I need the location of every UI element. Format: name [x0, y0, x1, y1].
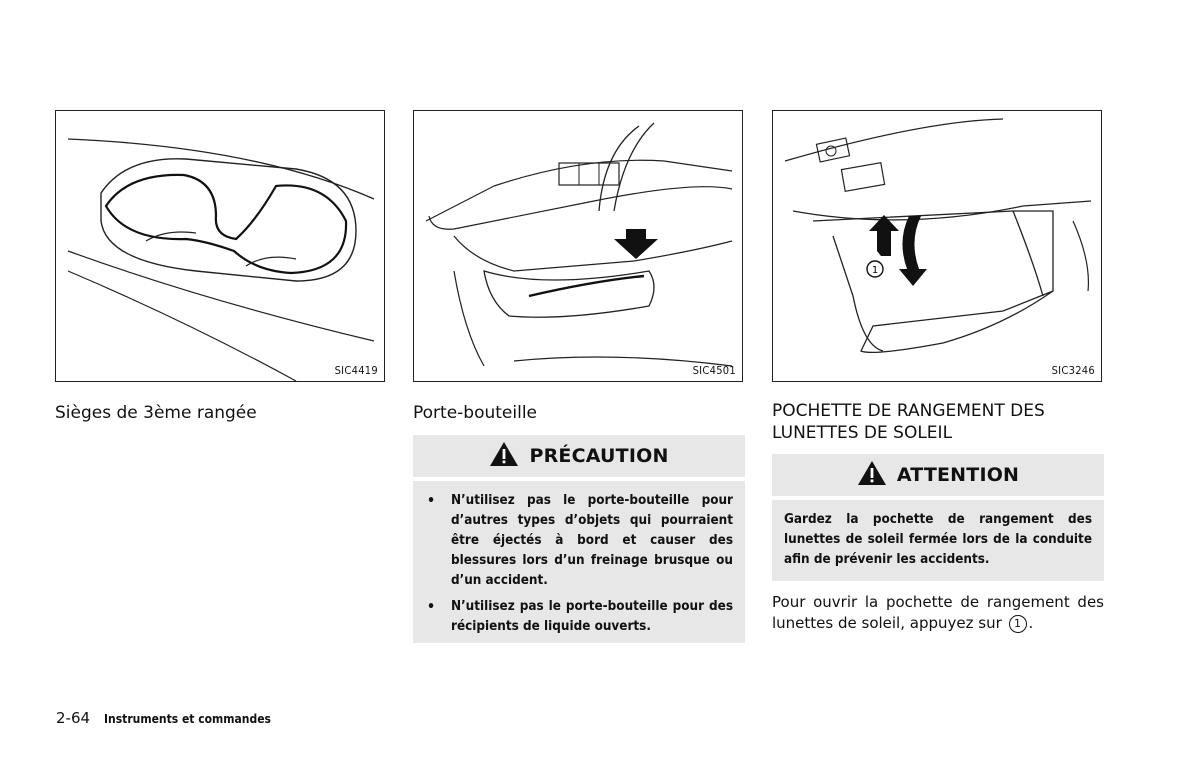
heading-third-row-seats: Sièges de 3ème rangée: [55, 403, 257, 423]
heading-sunglasses-pocket: POCHETTE DE RANGEMENT DES LUNETTES DE SOLEIL: [772, 401, 1045, 443]
precaution-bullet-2: N’utilisez pas le porte-bouteille pour des récipients de liquide ouverts.: [451, 599, 733, 634]
figure-cup-holders: [55, 110, 385, 382]
warning-triangle-icon: [489, 441, 519, 471]
sunglasses-paragraph: [772, 592, 1104, 634]
heading-bottle-holder: Porte-bouteille: [413, 403, 538, 423]
warning-triangle-icon: [857, 460, 887, 490]
precaution-bullet-1: N’utilisez pas le porte-bouteille pour d’autres types d’objets qui pourraient être éjectés à bord et causer des blessures lors d’un freinage brusque ou d’un accident.: [451, 493, 733, 588]
section-title: Instruments et commandes: [104, 712, 271, 726]
cup-holders-illustration: [56, 111, 385, 382]
attention-title: ATTENTION: [896, 464, 1020, 486]
precaution-box: [413, 435, 745, 643]
list-item: [425, 491, 733, 591]
bullet-dot: •: [427, 599, 436, 615]
attention-header: [772, 454, 1104, 500]
precaution-title: PRÉCAUTION: [529, 445, 669, 467]
page-footer: [56, 709, 271, 727]
figure-code: SIC3246: [1051, 364, 1095, 377]
paragraph-text: Pour ouvrir la pochette de rangement des lunettes de soleil, appuyez sur: [772, 593, 1104, 632]
paragraph-end: .: [1028, 614, 1034, 632]
sunglasses-pocket-illustration: [773, 111, 1102, 382]
circled-number-marker: 1: [1009, 615, 1027, 633]
svg-text:1: 1: [871, 265, 879, 276]
figure-sunglasses-pocket: [772, 110, 1102, 382]
attention-body: Gardez la pochette de rangement des lunettes de soleil fermée lors de la conduite afin de prévenir les accidents.: [784, 512, 1092, 567]
precaution-body: [413, 481, 745, 653]
figure-bottle-holder: [413, 110, 743, 382]
precaution-header: [413, 435, 745, 481]
bullet-dot: •: [427, 493, 436, 509]
list-item: [425, 597, 733, 637]
attention-box: [772, 454, 1104, 581]
figure-code: SIC4419: [334, 364, 378, 377]
page-number: 2-64: [56, 709, 91, 727]
bottle-holder-illustration: [414, 111, 743, 382]
figure-code: SIC4501: [692, 364, 736, 377]
